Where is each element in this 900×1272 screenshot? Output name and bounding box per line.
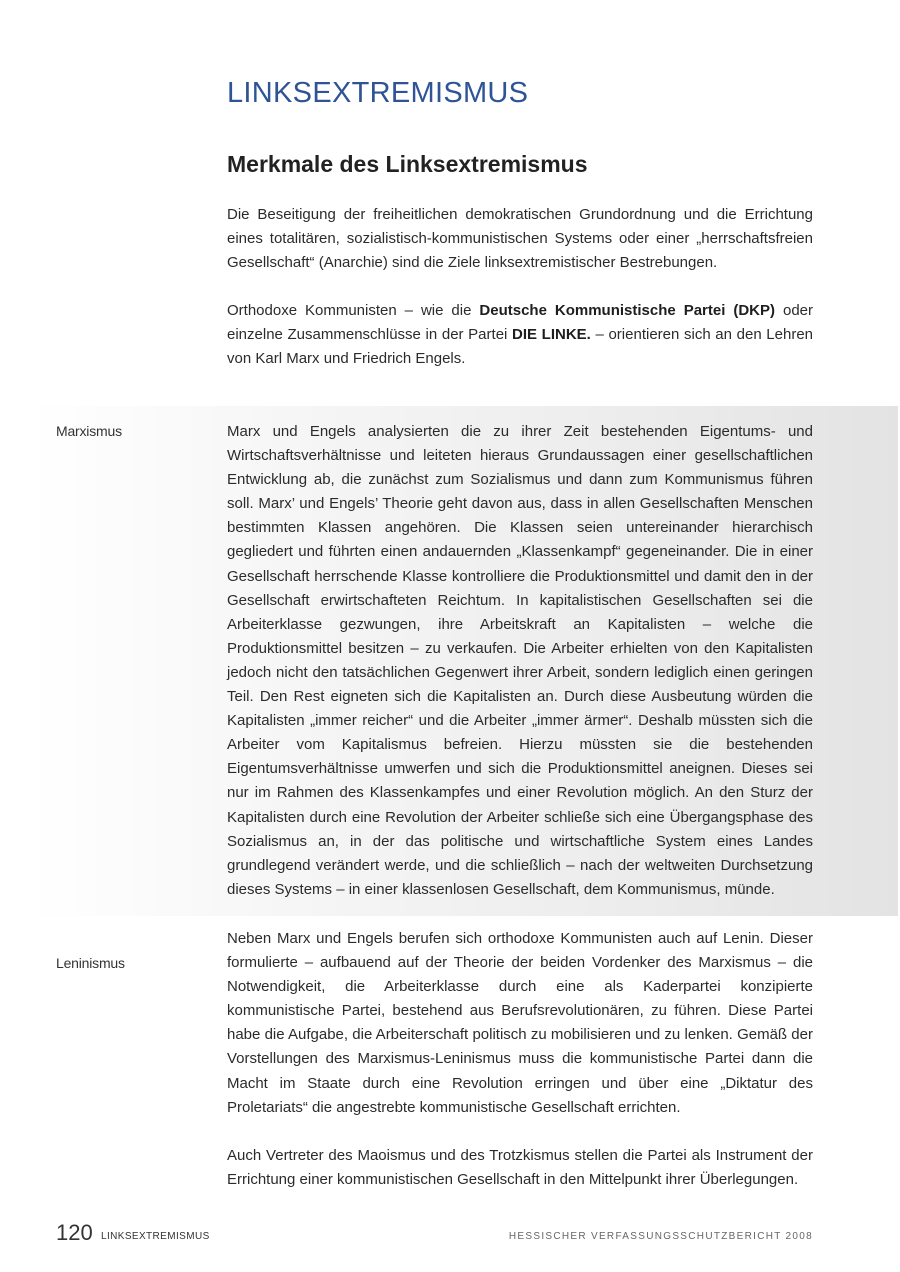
maoismus-paragraph: Auch Vertreter des Maoismus und des Trotzkismus stellen die Partei als Instrument der Errichtung einer kommunistischen Gesellschaft in den Mittelpunkt ihrer Überlegungen. <box>227 1147 813 1189</box>
footer-publication-title: HESSISCHER VERFASSUNGSSCHUTZBERICHT 2008 <box>508 1231 813 1242</box>
orthodox-communists-paragraph <box>227 299 813 371</box>
marxismus-margin-label: Marxismus <box>56 423 122 439</box>
intro-paragraph: Die Beseitigung der freiheitlichen demokratischen Grundordnung und die Errichtung eines totalitären, sozialistisch-kommunistischen Systems oder einer „herrschaftsfreien Gesellschaft“ (Anarchie) sind die Ziele linksextremistischer Bestrebungen. <box>227 206 813 272</box>
leninismus-paragraph: Neben Marx und Engels berufen sich orthodoxe Kommunisten auch auf Lenin. Dieser formulierte – aufbauend auf der Theorie der beiden Vordenker des Marxismus – die Notwendigkeit, die Arbeiterklasse durch eine als Kaderpartei konzipierte kommunistische Partei, bestehend aus Berufsrevolutionären, zu führen. Diese Partei habe die Aufgabe, die Arbeiterschaft politisch zu mobilisieren und zu lenken. Gemäß der Vorstellungen des Marxismus-Leninismus muss die kommunistische Partei dann die Macht im Staate durch eine Revolution erringen und über eine „Diktatur des Proletariats“ die angestrebte kommunistische Gesellschaft errichten. <box>227 930 813 1116</box>
marxismus-paragraph: Marx und Engels analysierten die zu ihrer Zeit bestehenden Eigentums- und Wirtschaftsverhältnisse und leiteten hieraus Grundaussagen einer gesellschaftlichen Entwicklung ab, die zunächst zum Sozialismus und dann zum Kommunismus führen soll. Marx’ und Engels’ Theorie geht davon aus, dass in allen Gesellschaften Menschen bestimmten Klassen angehören. Die Klassen seien untereinander hierarchisch gegliedert und führten einen andauernden „Klassenkampf“ gegeneinander. Die in einer Gesellschaft herrschende Klasse kontrolliere die Produktionsmittel und damit den in der Gesellschaft erwirtschafteten Reichtum. In kapitalistischen Gesellschaften sei die Arbeiterklasse gezwungen, ihre Arbeitskraft an Kapitalisten – welche die Produktionsmittel besitzen – zu verkaufen. Die Arbeiter erhielten von den Kapitalisten jedoch nicht den tatsächlichen Gegenwert ihrer Arbeit, sondern lediglich einen geringen Teil. Den Rest eigneten sich die Kapitalisten an. Durch diese Ausbeutung würden die Kapitalisten „immer reicher“ und die Arbeiter „immer ärmer“. Deshalb müssten sich die Arbeiter vom Kapitalismus befreien. Hierzu müssten sie die bestehenden Eigentumsverhältnisse umwerfen und sich die Produktionsmittel aneignen. Dieses sei nur im Rahmen des Klassenkampfes und einer Revolution möglich. An den Sturz der Kapitalisten durch eine Revolution der Arbeiter schließe sich eine Übergangsphase des Sozialismus an, in der das politische und wirtschaftliche System eines Landes grundlegend verändert werde, und die schließlich – nach der weltweiten Durchsetzung dieses Systems – in einer klassenlosen Gesellschaft, dem Kommunismus, münde. <box>227 423 813 898</box>
orthodox-text-1: Orthodoxe Kommunisten – wie die <box>227 302 480 319</box>
footer-chapter-name: LINKSEXTREMISMUS <box>101 1231 210 1242</box>
orthodox-text-2: oder einzelne Zusammenschlüsse in der Partei <box>227 302 813 344</box>
dkp-party-name: Deutsche Kommunistische Partei (DKP) <box>479 302 776 319</box>
leninismus-margin-label: Leninismus <box>56 955 125 971</box>
page-number: 120 <box>56 1220 93 1245</box>
chapter-title: LINKSEXTREMISMUS <box>227 77 529 109</box>
orthodox-text-3: – orientieren sich an den Lehren von Karl Marx und Friedrich Engels. <box>227 326 814 368</box>
die-linke-party-name: DIE LINKE. <box>512 326 591 344</box>
section-heading: Merkmale des Linksextremismus <box>227 151 588 177</box>
